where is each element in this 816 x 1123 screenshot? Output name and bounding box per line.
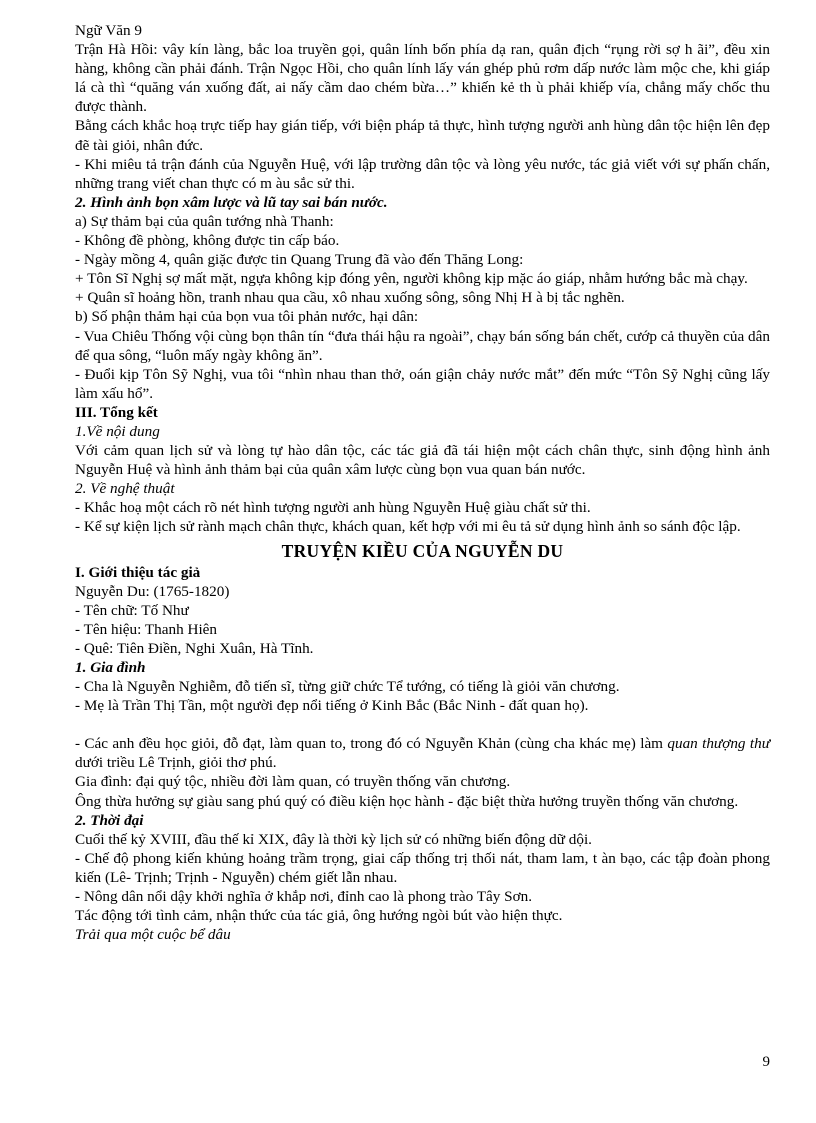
paragraph: b) Số phận thảm hại của bọn vua tôi phản nước, hại dân: — [75, 308, 419, 326]
paragraph: Bằng cách khắc hoạ trực tiếp hay gián tiếp, với biện pháp tả thực, hình tượng người anh hùng dân tộc hiện lên đẹp đẽ tài giỏi, nhân đức. — [75, 117, 770, 154]
paragraph: - Không đề phòng, không được tin cấp báo. — [75, 232, 340, 250]
paragraph: - Khi miêu tả trận đánh của Nguyễn Huệ, với lập trường dân tộc và lòng yêu nước, tác giả viết với sự phấn chấn, những trang viết chan thực có m àu sắc sử thi. — [75, 155, 770, 192]
paragraph: - Chế độ phong kiến khủng hoảng trầm trọng, giai cấp thống trị thối nát, tham lam, t àn bạo, các tập đoàn phong kiến (Lê- Trịnh; Trịnh - Nguyễn) chém giết lẫn nhau. — [75, 849, 770, 886]
paragraph: Nguyễn Du: (1765-1820) — [75, 582, 230, 600]
paragraph: Gia đình: đại quý tộc, nhiều đời làm quan, có truyền thống văn chương. — [75, 773, 511, 791]
paragraph: + Tôn Sĩ Nghị sợ mất mặt, ngựa không kịp đóng yên, người không kịp mặc áo giáp, nhằm hướng bắc mà chạy. — [75, 270, 748, 288]
section-heading: 2. Hình ảnh bọn xâm lược và lũ tay sai bán nước. — [75, 193, 388, 211]
paragraph: - Kể sự kiện lịch sử rành mạch chân thực, khách quan, kết hợp với mi êu tả sử dụng hình ảnh so sánh độc lập. — [75, 518, 741, 536]
paragraph: - Mẹ là Trần Thị Tần, một người đẹp nổi tiếng ở Kinh Bắc (Bắc Ninh - đất quan họ). — [75, 697, 589, 715]
document-page — [75, 21, 770, 944]
paragraph: - Tên hiệu: Thanh Hiên — [75, 620, 217, 638]
paragraph: Ông thừa hưởng sự giàu sang phú quý có điều kiện học hành - đặc biệt thừa hưởng truyền thống văn chương. — [75, 792, 739, 810]
text-run: dưới triều Lê Trịnh, giỏi thơ phú. — [75, 754, 277, 772]
page-number: 9 — [762, 1054, 770, 1070]
paragraph: Tác động tới tình cảm, nhận thức của tác giả, ông hướng ngòi bút vào hiện thực. — [75, 907, 563, 925]
paragraph: Trận Hà Hồi: vây kín làng, bắc loa truyền gọi, quân lính bốn phía dạ ran, quân địch “rụng rời sợ h ãi”, đều xin hàng, không cần phải đánh. Trận Ngọc Hồi, cho quân lính lấy ván ghép phủ rơm dấp nước làm mộc che, khi giáp lá cà thì “quăng ván xuống đất, ai nấy cầm dao chém bừa…” khiến kẻ th ù phải khiếp vía, chẳng mấy chốc thu được thành. — [75, 41, 770, 116]
paragraph: - Khắc hoạ một cách rõ nét hình tượng người anh hùng Nguyễn Huệ giàu chất sử thi. — [75, 499, 591, 517]
subsection-heading: 2. Về nghệ thuật — [75, 480, 175, 498]
section-heading: III. Tổng kết — [75, 403, 158, 421]
paragraph: - Quê: Tiên Điền, Nghi Xuân, Hà Tĩnh. — [75, 639, 314, 657]
chapter-title: TRUYỆN KIỀU CỦA NGUYỄN DU — [281, 540, 564, 561]
subsection-heading: 2. Thời đại — [75, 811, 144, 829]
blank-line — [75, 715, 770, 734]
subsection-heading: 1. Gia đình — [75, 659, 146, 676]
paragraph: - Đuổi kịp Tôn Sỹ Nghị, vua tôi “nhìn nhau than thở, oán giận chảy nước mắt” đến mức “Tôn Sỹ Nghị cũng lấy làm xấu hổ”. — [75, 365, 770, 402]
paragraph: a) Sự thảm bại của quân tướng nhà Thanh: — [75, 212, 334, 230]
text-run-italic: quan thượng thư — [667, 735, 770, 753]
text-run: - Các anh đều học giỏi, đỗ đạt, làm quan to, trong đó có Nguyễn Khản (cùng cha khác mẹ) làm — [75, 735, 668, 753]
page-header: Ngữ Văn 9 — [75, 22, 143, 39]
subsection-heading: 1.Về nội dung — [75, 422, 160, 440]
paragraph: - Nông dân nổi dậy khởi nghĩa ở khắp nơi, đỉnh cao là phong trào Tây Sơn. — [75, 888, 533, 906]
paragraph: Cuối thế kỷ XVIII, đầu thế kỉ XIX, đây là thời kỳ lịch sử có những biến động dữ dội. — [75, 830, 592, 848]
paragraph-italic: Trải qua một cuộc bể dâu — [75, 926, 231, 944]
paragraph: - Tên chữ: Tố Như — [75, 601, 189, 619]
paragraph: Với cảm quan lịch sử và lòng tự hào dân tộc, các tác giả đã tái hiện một cách chân thực, sinh động hình ảnh Nguyễn Huệ và hình ảnh thảm bại của quân xâm lược cùng bọn vua quan bán nước. — [75, 442, 770, 479]
paragraph: - Vua Chiêu Thống vội cùng bọn thân tín “đưa thái hậu ra ngoài”, chạy bán sống bán chết, cướp cả thuyền của dân để qua sông, “luôn mấy ngày không ăn”. — [75, 327, 770, 364]
paragraph — [75, 734, 770, 772]
paragraph: - Cha là Nguyễn Nghiễm, đỗ tiến sĩ, từng giữ chức Tể tướng, có tiếng là giỏi văn chương. — [75, 678, 620, 696]
paragraph: - Ngày mồng 4, quân giặc được tin Quang Trung đã vào đến Thăng Long: — [75, 251, 524, 269]
section-heading: I. Giới thiệu tác giả — [75, 563, 201, 581]
paragraph: + Quân sĩ hoảng hồn, tranh nhau qua cầu, xô nhau xuống sông, sông Nhị H à bị tắc nghẽn. — [75, 289, 625, 307]
